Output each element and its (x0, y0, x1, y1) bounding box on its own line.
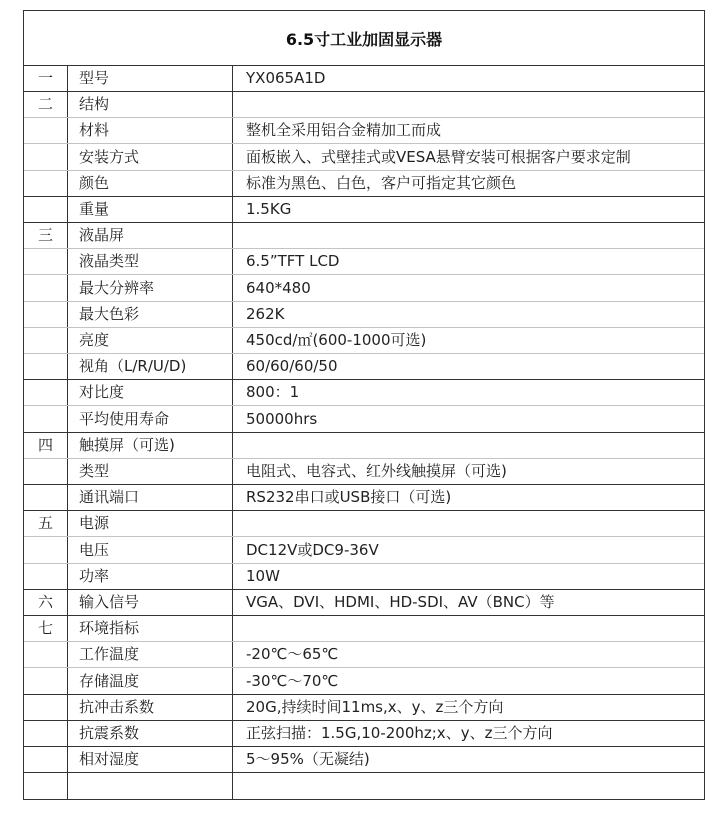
row-item: 平均使用寿命 (79, 409, 170, 428)
row-item: 对比度 (79, 383, 125, 402)
spec-table (23, 10, 705, 800)
row-number (24, 248, 67, 274)
table-row (24, 406, 704, 433)
row-number (24, 275, 67, 301)
row-number: 一 (37, 69, 53, 87)
row-item: 颜色 (79, 173, 110, 192)
table-row (24, 694, 704, 721)
row-number (24, 117, 67, 143)
row-number (24, 379, 67, 405)
row-number (24, 772, 67, 798)
table-row (24, 301, 704, 328)
row-number: 六 (37, 593, 53, 611)
table-row (24, 353, 704, 380)
row-item: 输入信号 (79, 593, 140, 611)
row-value: 60/60/60/50 (246, 357, 338, 376)
table-row (24, 170, 704, 197)
row-value: VGA、DVI、HDMI、HD-SDI、AV（BNC）等 (246, 593, 555, 611)
row-number (24, 641, 67, 667)
row-item: 液晶屏 (79, 226, 125, 245)
table-row (24, 327, 704, 354)
table-row (24, 432, 704, 459)
table-row (24, 379, 704, 406)
row-number: 三 (37, 226, 53, 245)
row-item: 电压 (79, 540, 110, 559)
row-value: 450cd/㎡(600-1000可选) (246, 331, 427, 349)
row-item: 安装方式 (79, 147, 140, 166)
row-number: 二 (37, 95, 53, 114)
table-row (24, 458, 704, 485)
table-row (24, 641, 704, 668)
row-value (246, 91, 704, 117)
table-row (24, 720, 704, 747)
table-row (24, 537, 704, 564)
row-value (246, 772, 704, 798)
table-row (24, 746, 704, 773)
row-item: 工作温度 (79, 645, 140, 664)
row-item: 液晶类型 (79, 252, 140, 271)
row-item: 重量 (79, 200, 110, 218)
row-item: 最大分辨率 (79, 278, 155, 297)
row-value: 10W (246, 566, 280, 585)
row-item: 亮度 (79, 331, 110, 349)
row-number: 五 (37, 514, 53, 533)
row-item: 类型 (79, 462, 110, 480)
table-row (24, 248, 704, 275)
row-item: 型号 (79, 69, 110, 87)
row-item: 功率 (79, 566, 110, 585)
table-row (24, 117, 704, 144)
row-item: 相对湿度 (79, 750, 140, 769)
table-row (24, 144, 704, 171)
table-title: 6.5寸工业加固显示器 (24, 11, 704, 66)
row-item: 电源 (79, 514, 110, 533)
row-value: DC12V或DC9-36V (246, 540, 379, 559)
row-item: 触摸屏（可选) (79, 435, 175, 454)
table-row (24, 222, 704, 249)
row-item: 抗冲击系数 (79, 697, 155, 716)
row-value (246, 222, 704, 248)
row-value: -30℃～70℃ (246, 671, 339, 690)
row-number (24, 196, 67, 222)
row-number (24, 170, 67, 196)
row-value: -20℃～65℃ (246, 645, 339, 664)
row-item: 通讯端口 (79, 488, 140, 507)
row-number (24, 746, 67, 772)
table-row (24, 668, 704, 695)
row-number (24, 144, 67, 170)
row-item: 结构 (79, 95, 110, 114)
row-value: 20G,持续时间11ms,x、y、z三个方向 (246, 697, 504, 716)
row-item: 最大色彩 (79, 304, 140, 323)
table-row (24, 65, 704, 92)
row-value: 50000hrs (246, 409, 318, 428)
row-value: 5～95%（无凝结) (246, 750, 370, 769)
table-row (24, 615, 704, 642)
row-value (246, 510, 704, 536)
row-value: 640*480 (246, 278, 311, 297)
row-number (24, 406, 67, 432)
row-item: 存储温度 (79, 671, 140, 690)
row-value (246, 432, 704, 458)
row-value: 电阻式、电容式、红外线触摸屏（可选) (246, 462, 507, 480)
row-number (24, 301, 67, 327)
row-value: RS232串口或USB接口（可选) (246, 488, 452, 507)
row-number: 四 (37, 435, 53, 454)
table-row (24, 196, 704, 223)
table-row (24, 589, 704, 616)
table-row (24, 772, 704, 798)
table-row (24, 484, 704, 511)
row-value: 正弦扫描：1.5G,10-200hz;x、y、z三个方向 (246, 724, 553, 742)
row-number (24, 694, 67, 720)
row-value: 整机全采用铝合金精加工而成 (246, 121, 442, 140)
row-value: 262K (246, 304, 285, 323)
row-number (24, 353, 67, 379)
table-row (24, 91, 704, 118)
table-row (24, 510, 704, 537)
row-value: 面板嵌入、式壁挂式或VESA悬臂安装可根据客户要求定制 (246, 147, 631, 166)
row-item: 视角（L/R/U/D) (79, 357, 187, 376)
row-number (24, 327, 67, 353)
table-row (24, 563, 704, 590)
row-item (79, 772, 229, 798)
row-value (246, 615, 704, 641)
row-number: 七 (37, 619, 53, 638)
row-number (24, 563, 67, 589)
row-number (24, 720, 67, 746)
row-item: 抗震系数 (79, 724, 140, 742)
row-value: 800：1 (246, 383, 300, 402)
table-row (24, 275, 704, 302)
row-value: 1.5KG (246, 200, 292, 218)
row-value: 6.5”TFT LCD (246, 252, 340, 271)
row-number (24, 458, 67, 484)
row-number (24, 537, 67, 563)
row-number (24, 668, 67, 694)
row-value: YX065A1D (246, 69, 326, 87)
row-item: 环境指标 (79, 619, 140, 638)
row-item: 材料 (79, 121, 110, 140)
row-number (24, 484, 67, 510)
row-value: 标准为黑色、白色，客户可指定其它颜色 (246, 173, 517, 192)
